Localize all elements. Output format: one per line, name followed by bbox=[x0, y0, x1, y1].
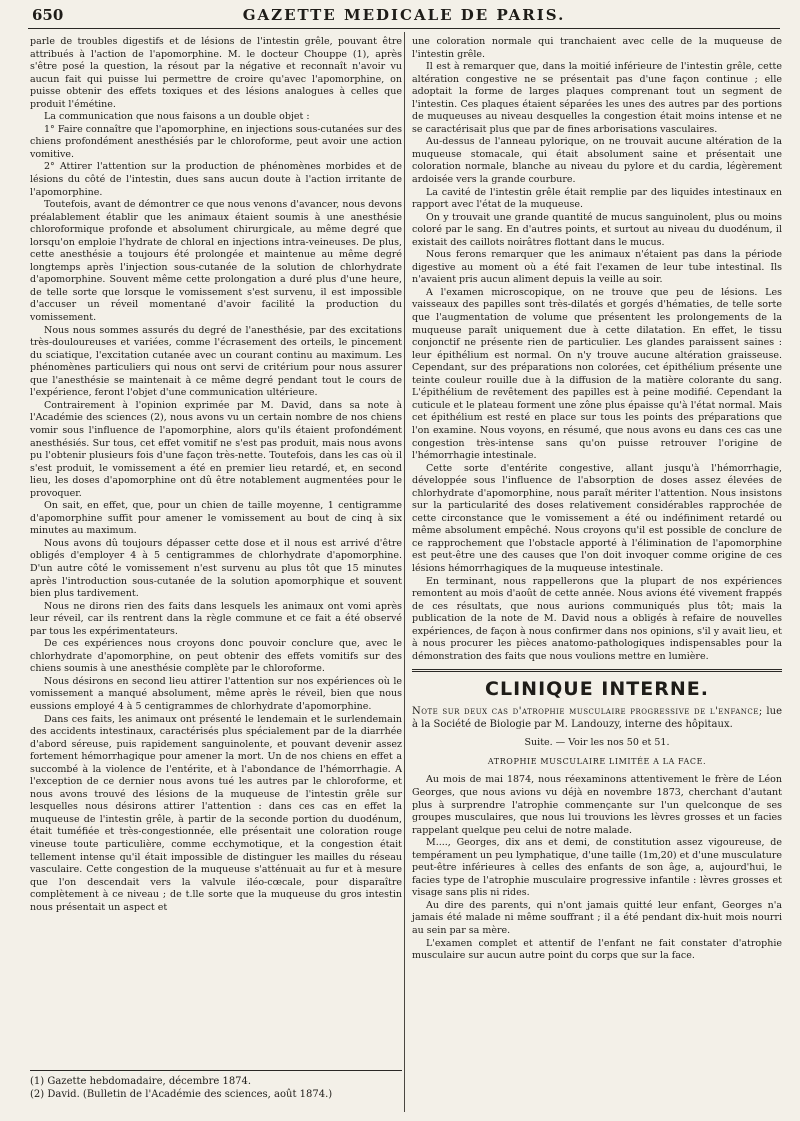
paragraph: Au-dessus de l'anneau pylorique, on ne trouvait aucune altération de la muqueuse stomacale, qui était absolument saine et présentait une coloration normale, blanche au niveau du pylore et du cardia, légèrement ardoisée vers la grande courbure. bbox=[412, 136, 782, 186]
right-column bbox=[412, 36, 782, 963]
suite-line: Suite. — Voir les nos 50 et 51. bbox=[524, 737, 670, 749]
footnote: (2) David. (Bulletin de l'Académie des sciences, août 1874.) bbox=[30, 1089, 333, 1100]
paragraph: 1° Faire connaître que l'apomorphine, en injections sous-cutanées sur des chiens profondément anesthésiés par le chloroforme, peut avoir une action vomitive. bbox=[30, 123, 402, 160]
paragraph: L'examen complet et attentif de l'enfant ne fait constater d'atrophie musculaire sur aucun autre point du corps que sur la face. bbox=[412, 937, 782, 962]
paragraph: 2° Attirer l'attention sur la production de phénomènes morbides et de lésions du côté de l'intestin, dues sans aucun doute à l'action irritante de l'apomorphine. bbox=[30, 161, 402, 198]
column-divider bbox=[404, 32, 405, 1112]
paragraph: On sait, en effet, que, pour un chien de taille moyenne, 1 centigramme d'apomorphine suffit pour amener le vomissement au bout de cinq à six minutes au maximum. bbox=[30, 500, 402, 537]
paragraph: Au dire des parents, qui n'ont jamais quitté leur enfant, Georges n'a jamais été malade ni même souffrant ; il a été pendant dix-huit mois nourri au sein par sa mère. bbox=[412, 899, 782, 936]
paragraph: Nous ne dirons rien des faits dans lesquels les animaux ont vomi après leur réveil, car ils rentrent dans la règle commune et ce fait a été observé par tous les expérimentateurs. bbox=[30, 600, 402, 637]
footnotes bbox=[30, 1070, 402, 1101]
note-heading-caps: Note sur deux cas d'atrophie musculaire progressive de l'enfance; bbox=[412, 706, 763, 718]
paragraph: Toutefois, avant de démontrer ce que nous venons d'avancer, nous devons préalablement établir que les animaux étaient soumis à une anesthésie chloroformique profonde et absolument chirurgicale, au même degré que lorsqu'on emploie l'hydrate de chloral en injections intra-veineuses. De plus, cette anesthésie a toujours été prolongée et maintenue au même degré longtemps après l'injection sous-cutanée de la solution de chlorhydrate d'apomorphine. Souvent même cette prolongation a duré plus d'une heure, de telle sorte que lorsque le vomissement s'est survenu, il est impossible d'accuser un réveil momentané d'avoir facilité la production du vomissement. bbox=[30, 199, 402, 324]
paragraph: Contrairement à l'opinion exprimée par M. David, dans sa note à l'Académie des sciences (2), nous avons vu un certain nombre de nos chiens vomir sous l'influence de l'apomorphine, alors qu'ils étaient profondément anesthésiés. Sur tous, cet effet vomitif ne s'est pas produit, mais nous avons pu l'obtenir plusieurs fois d'une façon très-nette. Toutefois, dans les cas où il s'est produit, le vomissement a été en premier lieu retardé, et, en second lieu, les doses d'apomorphine ont dû être notablement augmentées pour le provoquer. bbox=[30, 399, 402, 499]
note-heading-rest: lue à la Société de Biologie par M. Landouzy, interne des hôpitaux. bbox=[412, 706, 782, 730]
paragraph: Nous nous sommes assurés du degré de l'anesthésie, par des excitations très-douloureuses et variées, comme l'écrasement des orteils, le pincement du sciatique, l'excitation cutanée avec un courant continu au maximum. Les phénomènes particuliers qui nous ont servi de critérium pour nous assurer que l'anesthésie se maintenait à ce même degré pendant tout le cours de l'expérience, feront l'objet d'une communication ultérieure. bbox=[30, 324, 402, 399]
paragraph: M...., Georges, dix ans et demi, de constitution assez vigoureuse, de tempérament un peu lymphatique, d'une taille (1m,20) et d'une musculature peut-être inférieures à celles des enfants de son âge, a, aujourd'hui, le facies type de l'atrophie musculaire progressive infantile : lèvres grosses et visage sans plis ni rides. bbox=[412, 837, 782, 899]
paragraph: Cette sorte d'entérite congestive, allant jusqu'à l'hémorrhagie, développée sous l'influence de l'absorption de doses assez élevées de chlorhydrate d'apomorphine, nous paraît mériter l'attention. Nous insistons sur la particularité des doses relativement considérables rapprochée de cette circonstance que le vomissement a été ou indéfiniment retardé ou même absolument empêché. Nous croyons qu'il est possible de conclure de ce rapprochement que l'obstacle apporté à l'élimination de l'apomorphine est peut-être une des causes que l'on doit invoquer comme origine de ces lésions hémorrhagiques de la muqueuse intestinale. bbox=[412, 462, 782, 574]
paragraph: A l'examen microscopique, on ne trouve que peu de lésions. Les vaisseaux des papilles sont très-dilatés et gorgés d'hématies, de telle sorte que l'augmentation de volume que présentent les prolongements de la muqueuse paraît uniquement due à cette dilatation. En effet, le tissu conjonctif ne présente rien de particulier. Les glandes paraissent saines : leur épithélium est normal. On n'y trouve aucune altération graisseuse. Cependant, sur des préparations non colorées, cet épithélium présente une teinte couleur rouille due à la diffusion de la matière colorante du sang. L'épithélium de revêtement des papilles est à peine modifié. Cependant la cuticule et le plateau forment une zône plus épaisse qu'à l'état normal. Mais cet épithélium est resté en place sur tous les points des préparations que l'on examine. Nous voyons, en résumé, que nous avons eu dans ces cas une congestion très-intense sans qu'on puisse retrouver l'origine de l'hémorrhagie intestinale. bbox=[412, 286, 782, 462]
section-rule bbox=[412, 669, 782, 672]
paragraph: Il est à remarquer que, dans la moitié inférieure de l'intestin grêle, cette altération congestive ne se présentait pas d'une façon continue ; elle adoptait la forme de larges plaques comprenant tout un segment de l'intestin. Ces plaques étaient séparées les unes des autres par des portions de muqueuses au niveau desquelles la congestion était moins intense et ne se caractérisait plus que par de fines arborisations vasculaires. bbox=[412, 61, 782, 135]
paragraph: De ces expériences nous croyons donc pouvoir conclure que, avec le chlorhydrate d'apomorphine, on peut obtenir des effets vomitifs sur des chiens soumis à une anesthésie complète par le chloroforme. bbox=[30, 638, 402, 675]
paragraph: une coloration normale qui tranchaient avec celle de la muqueuse de l'intestin grêle. bbox=[412, 36, 782, 60]
paragraph: parle de troubles digestifs et de lésions de l'intestin grêle, pouvant être attribués à l'action de l'apomorphine. M. le docteur Chouppe (1), après s'être posé la question, la résout par la négative et reconnaît n'avoir vu aucun fait qui puisse lui permettre de croire qu'avec l'apomorphine, on puisse obtenir des effets toxiques et des lésions analogues à celles que produit l'émétine. bbox=[30, 36, 402, 110]
left-column bbox=[30, 36, 402, 914]
page-number: 650 bbox=[32, 6, 64, 24]
paragraph: Au mois de mai 1874, nous réexaminons attentivement le frère de Léon Georges, que nous avions vu déjà en novembre 1873, cherchant d'autant plus à surprendre l'atrophie commençante sur l'un quelconque de ses groupes musculaires, que nous lui trouvions les lèvres grosses et un facies rappelant quelque peu celui de notre malade. bbox=[412, 774, 782, 836]
page-header bbox=[28, 4, 780, 29]
paragraph: En terminant, nous rappellerons que la plupart de nos expériences remontent au mois d'août de cette année. Nous avions été vivement frappés de ces résultats, que nous aurions communiqués plus tôt; mais la publication de la note de M. David nous a obligés à refaire de nouvelles expériences, de façon à nous confirmer dans nos opinions, s'il y avait lieu, et à nous procurer les pièces anatomo-pathologiques indispensables pour la démonstration des faits que nous voulions mettre en lumière. bbox=[412, 575, 782, 662]
paragraph: La cavité de l'intestin grêle était remplie par des liquides intestinaux en rapport avec l'état de la muqueuse. bbox=[412, 186, 782, 211]
section-title: CLINIQUE INTERNE. bbox=[485, 678, 709, 701]
subheading: ATROPHIE MUSCULAIRE LIMITÉE A LA FACE. bbox=[487, 756, 707, 766]
paragraph: Nous avons dû toujours dépasser cette dose et il nous est arrivé d'être obligés d'employer 4 à 5 centigrammes de chlorhydrate d'apomorphine. D'un autre côté le vomissement n'est survenu au plus tôt que 15 minutes après l'introduction sous-cutanée de la solution apomorphique et souvent bien plus tardivement. bbox=[30, 537, 402, 600]
paragraph: Nous ferons remarquer que les animaux n'étaient pas dans la période digestive au moment où a été fait l'examen de leur tube intestinal. Ils n'avaient pris aucun aliment depuis la veille au soir. bbox=[412, 249, 782, 286]
paragraph: La communication que nous faisons a un double objet : bbox=[44, 111, 310, 123]
paragraph: Nous désirons en second lieu attirer l'attention sur nos expériences où le vomissement a manqué absolument, même après le réveil, bien que nous eussions employé 4 à 5 centigrammes de chlorhydrate d'apomorphine. bbox=[30, 675, 402, 712]
paragraph: On y trouvait une grande quantité de mucus sanguinolent, plus ou moins coloré par le sang. En d'autres points, et surtout au niveau du duodénum, il existait des caillots noirâtres flottant dans le mucus. bbox=[412, 211, 782, 248]
note-heading bbox=[412, 706, 782, 731]
paragraph: Dans ces faits, les animaux ont présenté le lendemain et le surlendemain des accidents intestinaux, caractérisés plus spécialement par de la diarrhée d'abord séreuse, puis rapidement sanguinolente, et pouvant devenir assez fortement hémorrhagique pour amener la mort. Un de nos chiens en effet a succombé à la violence de l'entérite, et à l'abondance de l'hémorrhagie. A l'exception de ce dernier nous avons tué les autres par le chloroforme, et nous avons trouvé des lésions de la muqueuse de l'intestin grêle sur lesquelles nous désirons attirer l'attention : dans ces cas en effet la muqueuse de l'intestin grêle, à partir de la seconde portion du duodénum, était tuméfiée et très-congestionnée, elle présentait une coloration rouge vineuse toute particulière, comme ecchymotique, et la congestion était tellement intense qu'il était impossible de distinguer les mailles du réseau vasculaire. Cette congestion de la muqueuse s'atténuait au fur et à mesure que l'on descendait vers la valvule iléo-cœcale, pour disparaître complètement à ce niveau ; de t.lle sorte que la muqueuse du gros intestin nous présentait un aspect et bbox=[30, 713, 402, 913]
journal-title: GAZETTE MEDICALE DE PARIS. bbox=[242, 6, 566, 24]
footnote: (1) Gazette hebdomadaire, décembre 1874. bbox=[30, 1076, 252, 1087]
